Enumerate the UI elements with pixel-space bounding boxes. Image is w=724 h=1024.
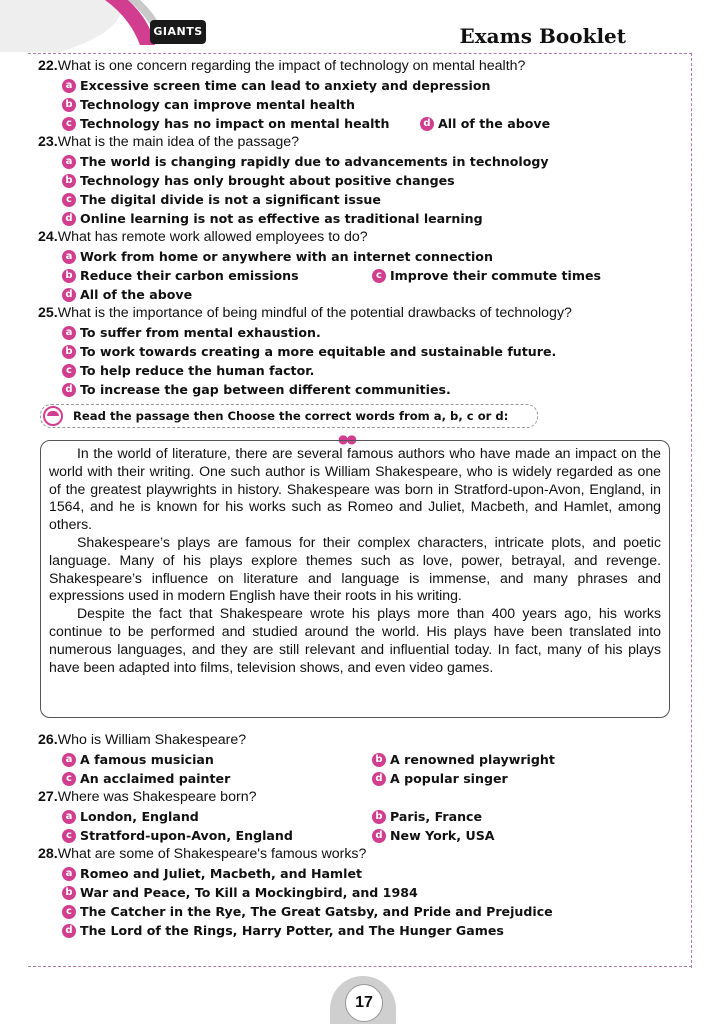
- option[interactable]: c The digital divide is not a significant issue: [62, 190, 684, 209]
- instruction-text: Read the passage then Choose the correct words from a, b, c or d:: [73, 409, 509, 423]
- option[interactable]: a Work from home or anywhere with an internet connection: [62, 247, 684, 266]
- option[interactable]: c An acclaimed painter: [62, 769, 372, 788]
- option[interactable]: c To help reduce the human factor.: [62, 361, 684, 380]
- option[interactable]: a A famous musician: [62, 750, 372, 769]
- page-number-badge: [318, 972, 408, 1024]
- question-26: 26.Who is William Shakespeare?: [38, 732, 247, 748]
- option[interactable]: d All of the above: [62, 285, 684, 304]
- option-d-icon: d: [372, 772, 386, 786]
- option[interactable]: b Reduce their carbon emissions: [62, 266, 372, 285]
- option[interactable]: d New York, USA: [372, 826, 495, 845]
- option[interactable]: b Technology can improve mental health: [62, 95, 684, 114]
- option[interactable]: c Improve their commute times: [372, 266, 601, 285]
- passage-paragraph: In the world of literature, there are several famous authors who have made an impact on the world with their writing. One such author is William Shakespeare, who is widely regarded as one of the greatest playwrights in history. Shakespeare was born in Stratford-upon-Avon, England, in 1564, and he is known for his works such as Romeo and Juliet, Macbeth, and Hamlet, among others.: [49, 445, 661, 533]
- option-a-icon: a: [62, 867, 76, 881]
- option[interactable]: a London, England: [62, 807, 372, 826]
- option-c-icon: c: [62, 829, 76, 843]
- option[interactable]: b To work towards creating a more equitable and sustainable future.: [62, 342, 684, 361]
- option-a-icon: a: [62, 79, 76, 93]
- option[interactable]: d To increase the gap between different communities.: [62, 380, 684, 399]
- option-b-icon: b: [62, 269, 76, 283]
- option-a-icon: a: [62, 753, 76, 767]
- option-c-icon: c: [372, 269, 386, 283]
- option[interactable]: b Paris, France: [372, 807, 482, 826]
- decorative-dots: ●●: [338, 432, 355, 446]
- option-c-icon: c: [62, 905, 76, 919]
- option-d-icon: d: [372, 829, 386, 843]
- option-c-icon: c: [62, 117, 76, 131]
- option-a-icon: a: [62, 810, 76, 824]
- option[interactable]: b Technology has only brought about positive changes: [62, 171, 684, 190]
- question-28: 28.What are some of Shakespeare's famous works?: [38, 846, 367, 862]
- option[interactable]: a To suffer from mental exhaustion.: [62, 323, 684, 342]
- instruction-banner: [40, 404, 538, 428]
- page-number: 17: [345, 984, 383, 1022]
- option[interactable]: d The Lord of the Rings, Harry Potter, and The Hunger Games: [62, 921, 684, 940]
- option[interactable]: d Online learning is not as effective as traditional learning: [62, 209, 684, 228]
- option-d-icon: d: [62, 383, 76, 397]
- option-a-icon: a: [62, 250, 76, 264]
- option[interactable]: b A renowned playwright: [372, 750, 555, 769]
- option[interactable]: d All of the above: [420, 114, 550, 133]
- question-22: 22.What is one concern regarding the impact of technology on mental health?: [38, 58, 526, 74]
- option[interactable]: a Excessive screen time can lead to anxiety and depression: [62, 76, 684, 95]
- question-25: 25.What is the importance of being mindful of the potential drawbacks of technology?: [38, 305, 572, 321]
- option-c-icon: c: [62, 772, 76, 786]
- option-a-icon: a: [62, 155, 76, 169]
- option-c-icon: c: [62, 364, 76, 378]
- option-d-icon: d: [62, 288, 76, 302]
- giants-logo: GIANTS: [150, 20, 206, 44]
- option[interactable]: c Stratford-upon-Avon, England: [62, 826, 372, 845]
- option-a-icon: a: [62, 326, 76, 340]
- questions-section-1: [38, 57, 684, 399]
- frame-border-bottom: [28, 966, 692, 968]
- option[interactable]: a Romeo and Juliet, Macbeth, and Hamlet: [62, 864, 684, 883]
- option-b-icon: b: [62, 345, 76, 359]
- reading-passage: [40, 440, 670, 718]
- option[interactable]: c The Catcher in the Rye, The Great Gatsby, and Pride and Prejudice: [62, 902, 684, 921]
- option[interactable]: b War and Peace, To Kill a Mockingbird, and 1984: [62, 883, 684, 902]
- option-d-icon: d: [420, 117, 434, 131]
- questions-section-2: [38, 731, 684, 940]
- frame-border-top: [28, 53, 692, 55]
- option-d-icon: d: [62, 924, 76, 938]
- question-24: 24.What has remote work allowed employees to do?: [38, 229, 368, 245]
- option-b-icon: b: [62, 98, 76, 112]
- option-b-icon: b: [62, 174, 76, 188]
- option-b-icon: b: [62, 886, 76, 900]
- option-c-icon: c: [62, 193, 76, 207]
- passage-paragraph: Despite the fact that Shakespeare wrote his plays more than 400 years ago, his works continue to be performed and studied around the world. His plays have been translated into numerous languages, and they are still relevant and influential today. In fact, many of his plays have been adapted into films, television shows, and even video games.: [49, 605, 661, 675]
- question-27: 27.Where was Shakespeare born?: [38, 789, 257, 805]
- option[interactable]: d A popular singer: [372, 769, 508, 788]
- question-23: 23.What is the main idea of the passage?: [38, 134, 300, 150]
- header: [0, 0, 724, 52]
- option[interactable]: c Technology has no impact on mental health: [62, 114, 420, 133]
- option-d-icon: d: [62, 212, 76, 226]
- option[interactable]: a The world is changing rapidly due to advancements in technology: [62, 152, 684, 171]
- frame-border-right: [691, 53, 693, 968]
- passage-paragraph: Shakespeare’s plays are famous for their complex characters, intricate plots, and poetic language. Many of his plays explore themes such as love, power, betrayal, and revenge. Shakespeare’s influence on literature and language is immense, and many phrases and expressions used in modern English have their roots in his writing.: [49, 533, 661, 604]
- booklet-title: Exams Booklet: [459, 24, 626, 48]
- option-b-icon: b: [372, 753, 386, 767]
- reading-icon: [43, 406, 63, 426]
- option-b-icon: b: [372, 810, 386, 824]
